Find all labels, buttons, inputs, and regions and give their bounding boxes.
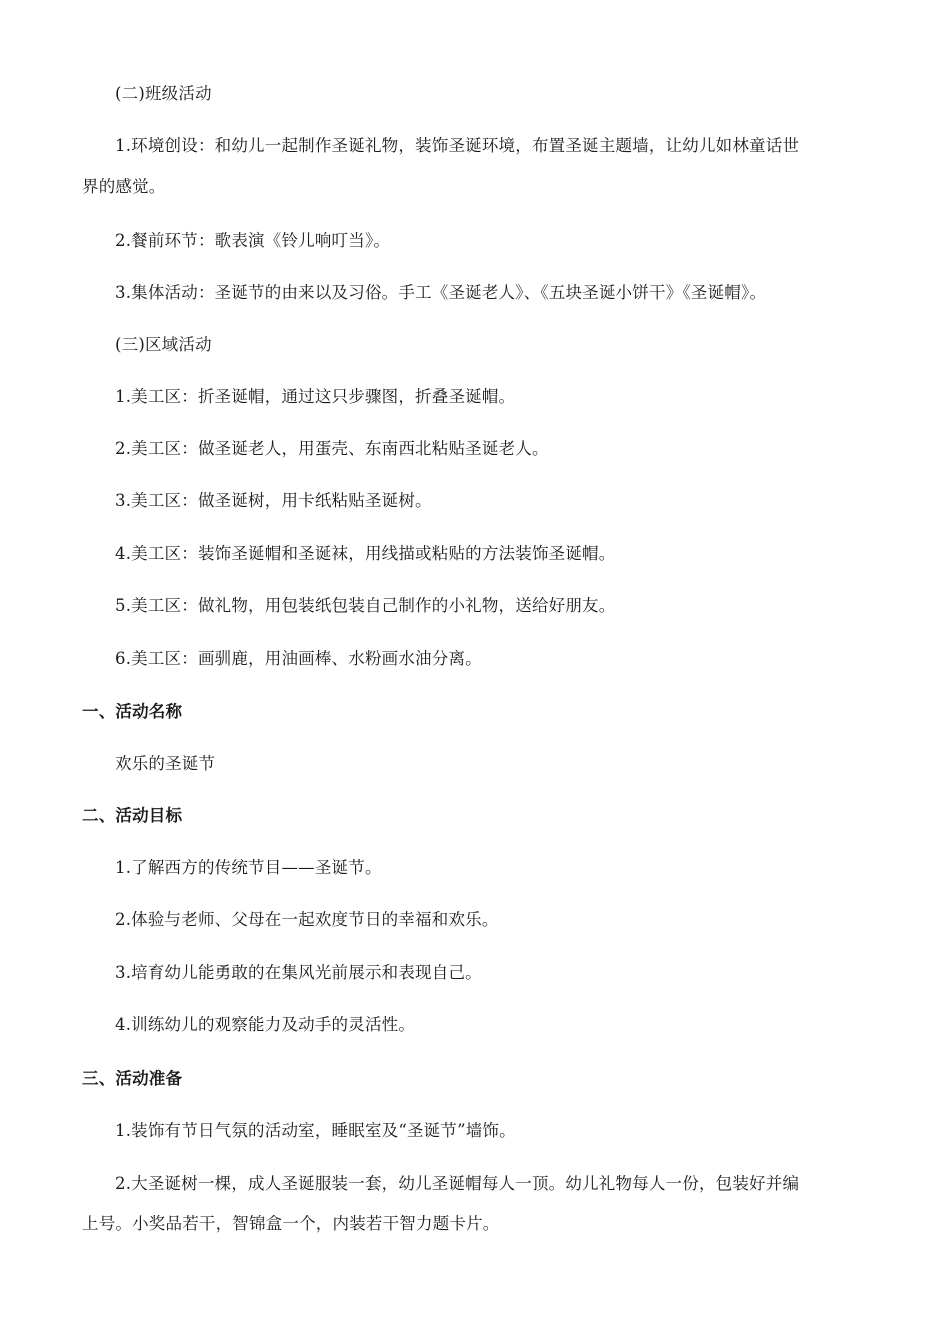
area-activity-item-6: 6.美工区：画驯鹿，用油画棒、水粉画水油分离。 [115, 649, 482, 668]
activity-goal-item-1: 1.了解西方的传统节目——圣诞节。 [115, 858, 382, 877]
area-activity-item-1: 1.美工区：折圣诞帽，通过这只步骤图，折叠圣诞帽。 [115, 387, 516, 406]
activity-prep-item-2-line-1: 2.大圣诞树一棵，成人圣诞服装一套，幼儿圣诞帽每人一顶。幼儿礼物每人一份，包装好并编 [115, 1174, 800, 1193]
class-activities-title: (二)班级活动 [115, 84, 212, 103]
activity-goal-item-4: 4.训练幼儿的观察能力及动手的灵活性。 [115, 1015, 416, 1034]
activity-name-text: 欢乐的圣诞节 [115, 754, 216, 773]
activity-prep-item-1: 1.装饰有节日气氛的活动室，睡眠室及“圣诞节”墙饰。 [115, 1121, 516, 1140]
activity-prep-heading: 三、活动准备 [82, 1069, 183, 1088]
activity-name-heading: 一、活动名称 [82, 702, 183, 721]
area-activity-item-4: 4.美工区：装饰圣诞帽和圣诞袜，用线描或粘贴的方法装饰圣诞帽。 [115, 544, 616, 563]
activity-goal-item-2: 2.体验与老师、父母在一起欢度节日的幸福和欢乐。 [115, 910, 499, 929]
class-activity-item-3: 3.集体活动：圣诞节的由来以及习俗。手工《圣诞老人》、《五块圣诞小饼干》《圣诞帽》。 [115, 283, 767, 302]
area-activities-title: (三)区域活动 [115, 335, 212, 354]
area-activity-item-2: 2.美工区：做圣诞老人，用蛋壳、东南西北粘贴圣诞老人。 [115, 439, 549, 458]
class-activity-item-1-line-2: 界的感觉。 [82, 177, 166, 196]
area-activity-item-5: 5.美工区：做礼物，用包装纸包装自己制作的小礼物，送给好朋友。 [115, 596, 616, 615]
area-activity-item-3: 3.美工区：做圣诞树，用卡纸粘贴圣诞树。 [115, 491, 432, 510]
class-activity-item-1-line-1: 1.环境创设：和幼儿一起制作圣诞礼物，装饰圣诞环境，布置圣诞主题墙，让幼儿如林童话世 [115, 136, 800, 155]
activity-prep-item-2-line-2: 上号。小奖品若干，智锦盒一个，内装若干智力题卡片。 [82, 1214, 500, 1233]
activity-goal-item-3: 3.培育幼儿能勇敢的在集风光前展示和表现自己。 [115, 963, 482, 982]
activity-goals-heading: 二、活动目标 [82, 806, 183, 825]
class-activity-item-2: 2.餐前环节：歌表演《铃儿响叮当》。 [115, 231, 391, 250]
